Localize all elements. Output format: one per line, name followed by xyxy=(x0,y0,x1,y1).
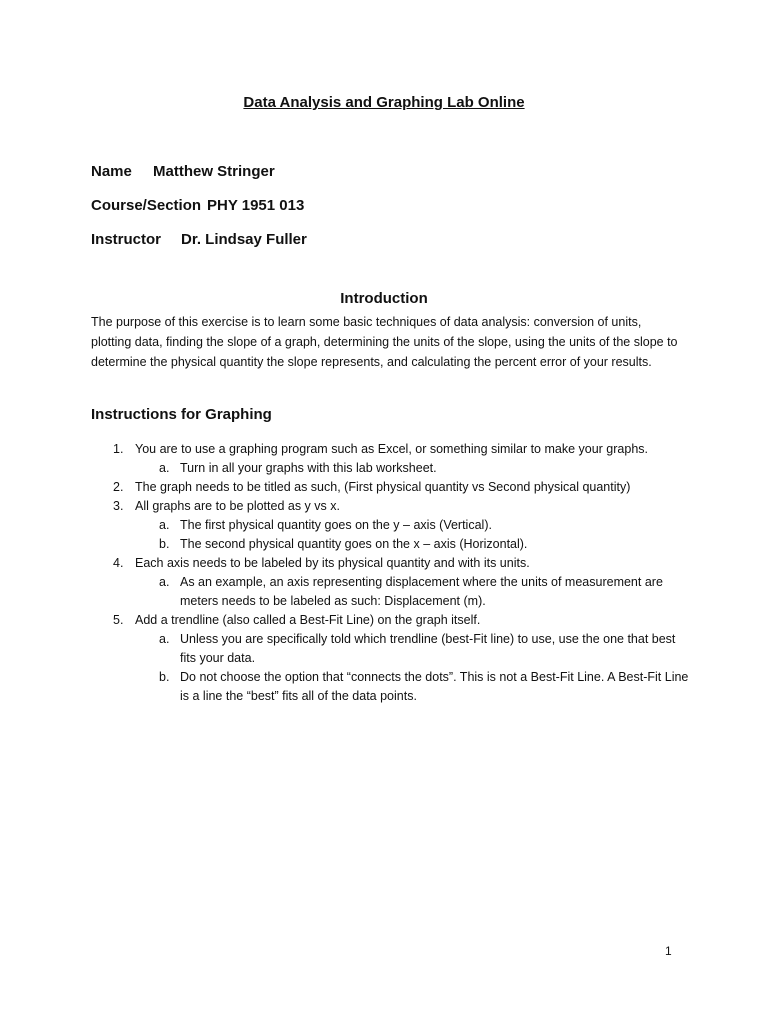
document-title: Data Analysis and Graphing Lab Online xyxy=(243,94,525,111)
list-item-text: The graph needs to be titled as such, (First physical quantity vs Second physical quantity) xyxy=(135,480,631,494)
introduction-heading: Introduction xyxy=(340,290,428,307)
list-number: 3. xyxy=(113,499,124,513)
list-item xyxy=(91,497,691,516)
name-field xyxy=(91,163,275,180)
sub-list-item xyxy=(91,668,691,706)
course-section-field xyxy=(91,197,304,214)
list-item-text: You are to use a graphing program such as Excel, or something similar to make your graphs. xyxy=(135,442,648,456)
sub-list-item-text: As an example, an axis representing displacement where the units of measurement are meters needs to be labeled as such: Displacement (m). xyxy=(180,575,663,608)
sub-list-letter: a. xyxy=(159,632,170,646)
page-number: 1 xyxy=(665,944,672,958)
sub-list-item xyxy=(91,535,691,554)
instructor-label: Instructor xyxy=(91,231,162,248)
sub-list-item-text: Unless you are specifically told which trendline (best-Fit line) to use, use the one that best fits your data. xyxy=(180,632,676,665)
course-section-value: PHY 1951 013 xyxy=(207,197,305,214)
list-item xyxy=(91,440,691,459)
list-number: 1. xyxy=(113,442,124,456)
sub-list-letter: b. xyxy=(159,537,170,551)
sub-list-item xyxy=(91,573,691,611)
list-number: 2. xyxy=(113,480,124,494)
sub-list-item xyxy=(91,459,691,478)
introduction-paragraph: The purpose of this exercise is to learn some basic techniques of data analysis: conversion of units, plotting data, finding the slope of a graph, determining the units of the slope, using the units of the slope to determine the physical quantity the slope represents, and calculating the percent error of your results. xyxy=(91,315,678,369)
sub-list-item-text: The first physical quantity goes on the y – axis (Vertical). xyxy=(180,518,492,532)
instructions-heading: Instructions for Graphing xyxy=(91,406,272,423)
list-number: 4. xyxy=(113,556,124,570)
sub-list-item-text: Do not choose the option that “connects the dots”. This is not a Best-Fit Line. A Best-Fit Line is a line the “best” fits all of the data points. xyxy=(180,670,689,703)
sub-list-item xyxy=(91,630,691,668)
list-item xyxy=(91,611,691,630)
sub-list-letter: a. xyxy=(159,461,170,475)
sub-list-letter: a. xyxy=(159,518,170,532)
sub-list-item-text: The second physical quantity goes on the x – axis (Horizontal). xyxy=(180,537,528,551)
name-value: Matthew Stringer xyxy=(153,163,275,180)
list-number: 5. xyxy=(113,613,124,627)
list-item-text: Each axis needs to be labeled by its physical quantity and with its units. xyxy=(135,556,530,570)
name-label: Name xyxy=(91,163,132,180)
sub-list-letter: a. xyxy=(159,575,170,589)
instructor-value: Dr. Lindsay Fuller xyxy=(181,231,307,248)
sub-list-item xyxy=(91,516,691,535)
sub-list-letter: b. xyxy=(159,670,170,684)
list-item xyxy=(91,554,691,573)
sub-list-item-text: Turn in all your graphs with this lab worksheet. xyxy=(180,461,437,475)
course-section-label: Course/Section xyxy=(91,197,202,214)
list-item xyxy=(91,478,691,497)
instructor-field xyxy=(91,231,307,248)
list-item-text: All graphs are to be plotted as y vs x. xyxy=(135,499,340,513)
list-item-text: Add a trendline (also called a Best-Fit Line) on the graph itself. xyxy=(135,613,481,627)
instructions-list xyxy=(91,440,691,706)
